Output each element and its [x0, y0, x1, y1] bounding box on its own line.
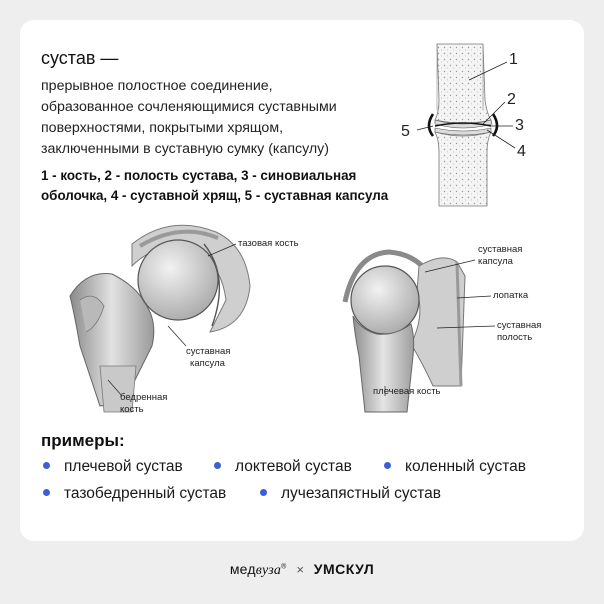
brand-umskul-logo: УМСКУЛ	[313, 561, 375, 577]
definition-line: образованное сочленяющимися суставными	[41, 99, 337, 115]
label-shoulder-capsule-1: суставная	[478, 244, 523, 255]
example-label: лучезапястный сустав	[281, 485, 442, 502]
label-shoulder-capsule-2: капсула	[478, 256, 513, 267]
schema-label-3: 3	[515, 117, 524, 134]
upper-bone-shape	[435, 44, 491, 123]
example-item	[43, 485, 226, 503]
joint-schema-illustration	[395, 40, 545, 210]
example-item	[43, 458, 183, 476]
label-hip-capsule-1: суставная	[186, 346, 231, 357]
legend	[41, 166, 411, 206]
schema-label-1: 1	[509, 51, 518, 68]
bullet-icon	[43, 462, 50, 469]
schema-label-5: 5	[401, 123, 410, 140]
humeral-head-shape	[351, 266, 419, 334]
hip-joint-illustration	[40, 216, 340, 421]
bullet-icon	[260, 489, 267, 496]
legend-line: оболочка, 4 - суставной хрящ, 5 - суставная капсула	[41, 188, 389, 203]
lower-bone-shape	[435, 132, 491, 206]
label-scapula: лопатка	[493, 290, 529, 301]
label-pelvis: тазовая кость	[238, 238, 299, 249]
term-title: сустав —	[41, 48, 119, 68]
label-cavity-1: суставная	[497, 320, 542, 331]
bullet-icon	[214, 462, 221, 469]
bullet-icon	[43, 489, 50, 496]
schema-label-4: 4	[517, 143, 526, 160]
femoral-head-shape	[138, 240, 218, 320]
example-label: коленный сустав	[405, 458, 526, 475]
legend-line: 1 - кость, 2 - полость сустава, 3 - синовиальная	[41, 168, 357, 183]
definition-line: прерывное полостное соединение,	[41, 78, 273, 94]
label-humerus: плечевая кость	[373, 386, 441, 397]
label-femur-1: бедренная	[120, 392, 168, 403]
definition-line: заключенными в суставную сумку (капсулу)	[41, 141, 329, 157]
bullet-icon	[384, 462, 391, 469]
example-label: локтевой сустав	[235, 458, 352, 475]
example-label: плечевой сустав	[64, 458, 183, 475]
separator-icon: ×	[296, 562, 304, 577]
example-item	[214, 458, 352, 476]
definition-line: поверхностями, покрытыми хрящом,	[41, 120, 284, 136]
footer-brands	[0, 561, 604, 579]
example-label: тазобедренный сустав	[64, 485, 227, 502]
schema-label-2: 2	[507, 91, 516, 108]
label-cavity-2: полость	[497, 332, 533, 343]
label-femur-2: кость	[120, 404, 144, 415]
brand-medvuza-logo: медвуза®	[229, 561, 287, 578]
example-item	[384, 458, 526, 476]
shoulder-joint-illustration	[325, 236, 560, 416]
label-hip-capsule-2: капсула	[190, 358, 225, 369]
definition	[41, 76, 401, 160]
examples-title: примеры:	[41, 431, 125, 450]
example-item	[260, 485, 441, 503]
